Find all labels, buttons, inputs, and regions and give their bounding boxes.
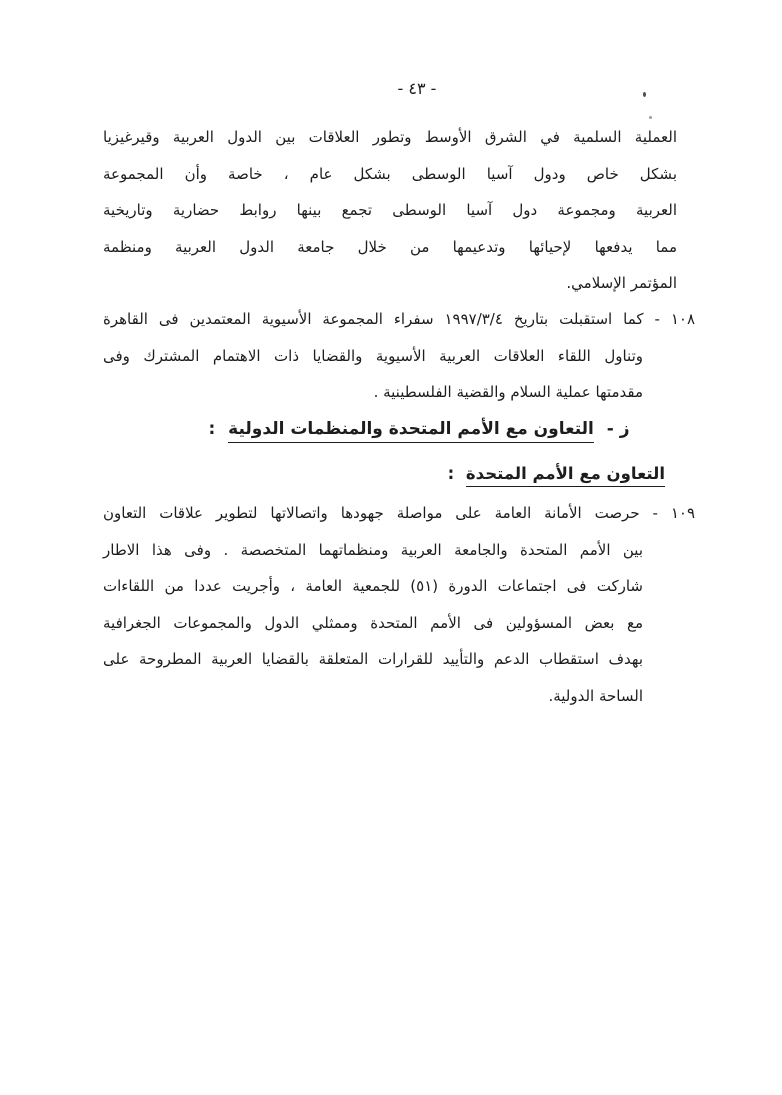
section-colon: : — [208, 419, 216, 439]
paragraph-line: بين الأمم المتحدة والجامعة العربية ومنظماتهما المتخصصة . وفى هذا الاطار — [103, 540, 643, 559]
paragraph-continuation — [103, 119, 677, 302]
numbered-item-109 — [103, 495, 695, 714]
item-number-line: ١٠٨ - كما استقبلت بتاريخ ١٩٩٧/٣/٤ سفراء المجموعة الأسيوية المعتمدين فى القاهرة — [103, 310, 695, 328]
paragraph-line: العربية ومجموعة دول آسيا الوسطى تجمع بينها روابط حضارية وتاريخية — [103, 201, 677, 219]
paragraph-line: شاركت فى اجتماعات الدورة (٥١) للجمعية العامة ، وأجريت عددا من اللقاءات — [103, 577, 643, 595]
sub-heading-colon: : — [447, 464, 455, 483]
paragraph-line: العملية السلمية في الشرق الأوسط وتطور العلاقات بين الدول العربية وقيرغيزيا — [103, 128, 677, 146]
paragraph-line: بهدف استقطاب الدعم والتأييد للقرارات المتعلقة بالقضايا العربية المطروحة على — [103, 650, 643, 668]
page-number: - ٤٣ - — [397, 79, 437, 98]
paragraph-line: وتناول اللقاء العلاقات العربية الأسيوية والقضايا ذات الاهتمام المشترك وفى — [103, 346, 643, 365]
section-letter: ز - — [606, 419, 630, 439]
numbered-item-108 — [103, 301, 695, 411]
paragraph-line: المؤتمر الإسلامي. — [566, 274, 677, 292]
paragraph-line: مع بعض المسؤولين فى الأمم المتحدة وممثلي الدول والمجموعات الجغرافية — [103, 613, 643, 632]
sub-heading — [448, 459, 665, 489]
item-number-line: ١٠٩ - حرصت الأمانة العامة على مواصلة جهودها واتصالاتها لتطوير علاقات التعاون — [103, 504, 695, 522]
paragraph-line: الساحة الدولية. — [548, 686, 643, 705]
sub-heading-title: التعاون مع الأمم المتحدة — [466, 464, 665, 487]
section-title: التعاون مع الأمم المتحدة والمنظمات الدولية — [228, 419, 594, 443]
paragraph-line: بشكل خاص ودول آسيا الوسطى بشكل عام ، خاصة وأن المجموعة — [103, 164, 677, 183]
paragraph-line: مقدمتها عملية السلام والقضية الفلسطينية . — [373, 383, 643, 401]
paragraph-line: مما يدفعها لإحيائها وتدعيمها من خلال جامعة الدول العربية ومنظمة — [103, 237, 677, 256]
section-heading — [28, 414, 782, 444]
scan-speck — [643, 92, 646, 97]
